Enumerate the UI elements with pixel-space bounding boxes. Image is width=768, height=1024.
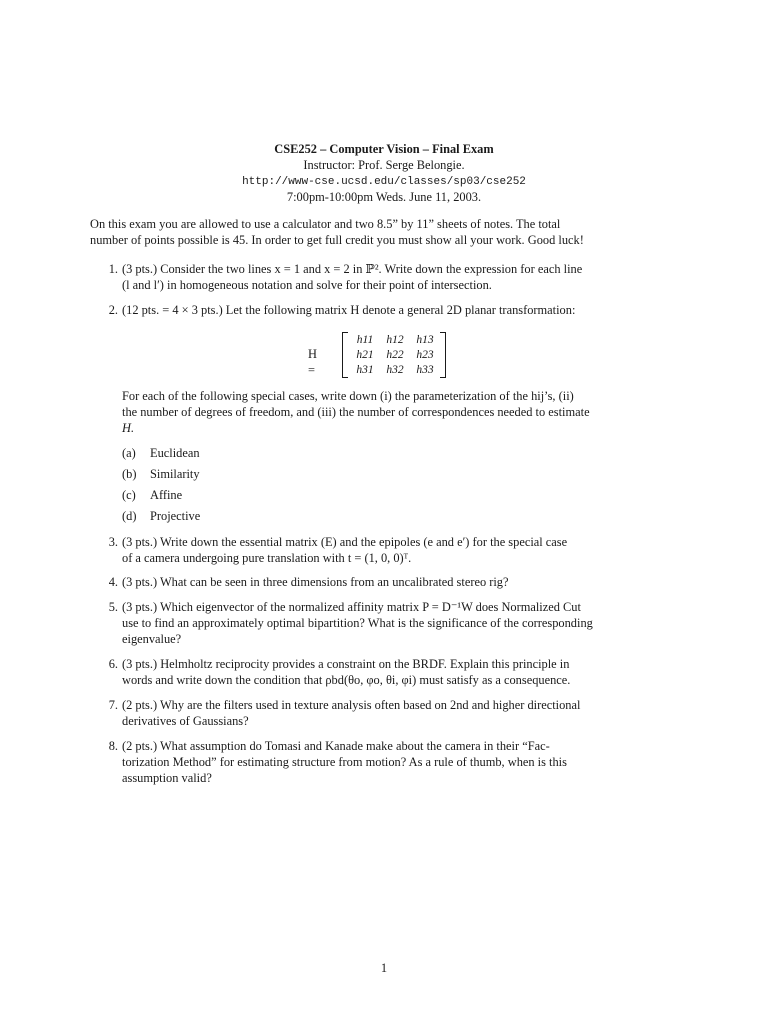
matrix-cell: h32 <box>386 364 404 376</box>
question-4-number: 4. <box>108 575 118 589</box>
exam-time: 7:00pm-10:00pm Weds. June 11, 2003. <box>286 190 482 204</box>
question-5-line-1: (3 pts.) Which eigenvector of the normalized affinity matrix P = D⁻¹W does Normalized Cut <box>122 600 581 614</box>
question-5-line-3: eigenvalue? <box>122 632 182 646</box>
question-7-line-1: (2 pts.) Why are the filters used in texture analysis often based on 2nd and higher directional <box>122 698 581 712</box>
subitem-d-label: (d) <box>122 509 137 523</box>
question-3-number: 3. <box>108 535 118 549</box>
matrix-cell: h31 <box>356 364 374 376</box>
question-6-number: 6. <box>108 657 118 671</box>
exam-title: CSE252 – Computer Vision – Final Exam <box>274 142 494 156</box>
intro-line-2: number of points possible is 45. In order to get full credit you must show all your work. Good luck! <box>90 233 584 247</box>
matrix-cell: h33 <box>416 364 434 376</box>
question-2-after-line-3: H. <box>122 421 135 435</box>
subitem-c-label: (c) <box>122 488 136 502</box>
question-8-number: 8. <box>108 739 118 753</box>
question-8-line-1: (2 pts.) What assumption do Tomasi and Kanade make about the camera in their “Fac- <box>122 739 550 753</box>
subitem-c-text: Affine <box>150 488 183 502</box>
question-2-after-line-2: the number of degrees of freedom, and (iii) the number of correspondences needed to estimate <box>122 405 590 419</box>
question-8-line-2: torization Method” for estimating structure from motion? As a rule of thumb, when is this <box>122 755 567 769</box>
question-5-line-2: use to find an approximately optimal bipartition? What is the significance of the corresponding <box>122 616 593 630</box>
question-7-line-2: derivatives of Gaussians? <box>122 714 249 728</box>
intro-line-1: On this exam you are allowed to use a calculator and two 8.5” by 11” sheets of notes. The total <box>90 217 561 231</box>
matrix-left-bracket <box>342 332 348 378</box>
question-2-after-line-1: For each of the following special cases, write down (i) the parameterization of the hij’s, (ii) <box>122 389 574 403</box>
matrix-cell: h11 <box>356 334 374 346</box>
matrix-cell: h22 <box>386 349 404 361</box>
question-1-line-1: (3 pts.) Consider the two lines x = 1 and x = 2 in ℙ². Write down the expression for each line <box>122 262 583 276</box>
question-2-line-1: (12 pts. = 4 × 3 pts.) Let the following matrix H denote a general 2D planar transformation: <box>122 303 576 317</box>
page-number: 1 <box>380 961 388 975</box>
question-3-line-1: (3 pts.) Write down the essential matrix (E) and the epipoles (e and e′) for the special case <box>122 535 568 549</box>
subitem-b-label: (b) <box>122 467 137 481</box>
subitem-a-label: (a) <box>122 446 136 460</box>
subitem-b-text: Similarity <box>150 467 200 481</box>
question-5-number: 5. <box>108 600 118 614</box>
matrix-cell: h12 <box>386 334 404 346</box>
question-6-line-1: (3 pts.) Helmholtz reciprocity provides a constraint on the BRDF. Explain this principle in <box>122 657 570 671</box>
question-1-line-2: (l and l′) in homogeneous notation and solve for their point of intersection. <box>122 278 492 292</box>
question-1-number: 1. <box>108 262 118 276</box>
question-6-line-2: words and write down the condition that ρbd(θo, φo, θi, φi) must satisfy as a consequence. <box>122 673 571 687</box>
question-3-line-2: of a camera undergoing pure translation with t = (1, 0, 0)ᵀ. <box>122 551 412 565</box>
question-7-number: 7. <box>108 698 118 712</box>
instructor-line: Instructor: Prof. Serge Belongie. <box>303 158 465 172</box>
question-8-line-3: assumption valid? <box>122 771 212 785</box>
subitem-a-text: Euclidean <box>150 446 200 460</box>
question-2-number: 2. <box>108 303 118 317</box>
course-url: http://www-cse.ucsd.edu/classes/sp03/cse252 <box>242 176 526 188</box>
subitem-d-text: Projective <box>150 509 201 523</box>
matrix-cell: h23 <box>416 349 434 361</box>
matrix-right-bracket <box>440 332 446 378</box>
matrix-cell: h13 <box>416 334 434 346</box>
matrix-label: H = <box>308 347 317 377</box>
question-4-line-1: (3 pts.) What can be seen in three dimensions from an uncalibrated stereo rig? <box>122 575 509 589</box>
matrix-cell: h21 <box>356 349 374 361</box>
